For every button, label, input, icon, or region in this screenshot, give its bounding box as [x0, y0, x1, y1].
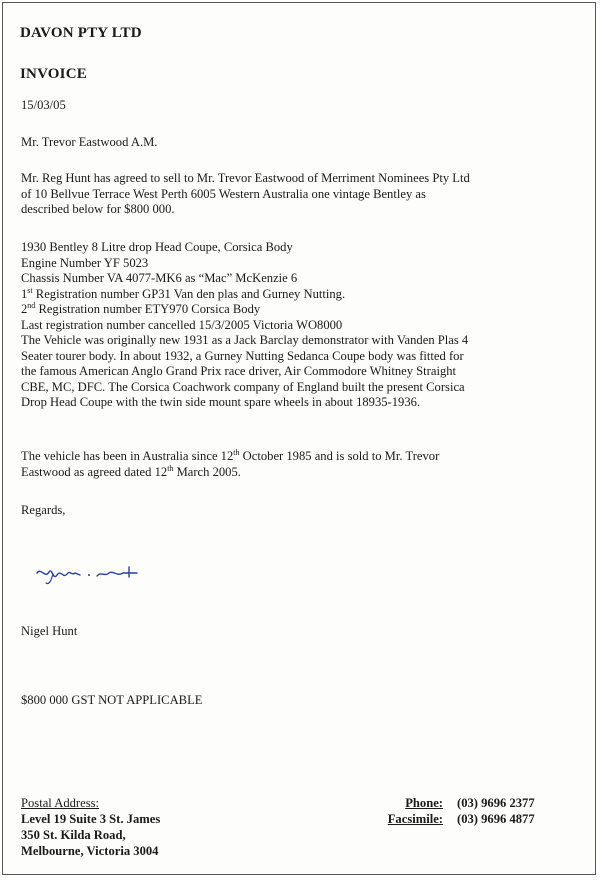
address-line: Melbourne, Victoria 3004 — [21, 844, 159, 858]
last-registration: Last registration number cancelled 15/3/2005 Victoria WO8000 — [21, 317, 343, 332]
history-line: CBE, MC, DFC. The Corsica Coachwork company of England built the present Corsica — [21, 379, 465, 394]
signatory-name: Nigel Hunt — [21, 624, 78, 638]
fax-label: Facsimile: — [387, 812, 443, 826]
history-line: the famous American Anglo Grand Prix race driver, Air Commodore Whitney Straight — [21, 364, 457, 378]
history-line: Seater tourer body. In about 1932, a Gurney Nutting Sedanca Coupe body was fitted for — [21, 348, 464, 363]
company-name: DAVON PTY LTD — [20, 25, 142, 41]
intro-line: of 10 Bellvue Terrace West Perth 6005 Western Australia one vintage Bentley as — [21, 186, 426, 201]
fax-row — [383, 811, 535, 827]
signature-image — [33, 561, 153, 587]
regards: Regards, — [21, 503, 66, 517]
second-registration: 2nd Registration number ETY970 Corsica Body — [21, 301, 261, 316]
recipient: Mr. Trevor Eastwood A.M. — [21, 135, 158, 149]
engine-number: Engine Number YF 5023 — [21, 255, 149, 270]
address-line: Level 19 Suite 3 St. James — [21, 812, 161, 826]
history-line: The Vehicle was originally new 1931 as a Jack Barclay demonstrator with Vanden Plas 4 — [21, 333, 469, 347]
intro-line: Mr. Reg Hunt has agreed to sell to Mr. Trevor Eastwood of Merriment Nominees Pty Ltd — [21, 171, 470, 185]
invoice-date: 15/03/05 — [21, 98, 66, 112]
first-registration: 1st Registration number GP31 Van den plas and Gurney Nutting. — [21, 285, 346, 301]
phone-number: (03) 9696 2377 — [457, 796, 535, 810]
australia-line: Eastwood as agreed dated 12th March 2005. — [21, 463, 241, 479]
vehicle-description — [21, 240, 581, 411]
postal-address-label: Postal Address: — [21, 796, 100, 810]
document-title: INVOICE — [20, 66, 87, 82]
history-line: Drop Head Coupe with the twin side mount spare wheels in about 18935-1936. — [21, 395, 421, 409]
australia-line: The vehicle has been in Australia since 12th October 1985 and is sold to Mr. Trevor — [21, 448, 440, 463]
vehicle-model: 1930 Bentley 8 Litre drop Head Coupe, Corsica Body — [21, 240, 293, 254]
intro-line: described below for $800 000. — [21, 202, 175, 216]
invoice-page — [2, 2, 596, 875]
phone-label: Phone: — [405, 796, 443, 810]
australia-paragraph — [21, 449, 581, 480]
postal-address — [21, 795, 160, 859]
contact-details — [383, 795, 535, 827]
fax-number: (03) 9696 4877 — [457, 812, 535, 826]
chassis-number: Chassis Number VA 4077-MK6 as “Mac” McKenzie 6 — [21, 271, 298, 285]
intro-paragraph — [21, 171, 581, 218]
gst-note: $800 000 GST NOT APPLICABLE — [21, 693, 203, 707]
phone-row — [383, 795, 535, 811]
address-line: 350 St. Kilda Road, — [21, 828, 126, 842]
